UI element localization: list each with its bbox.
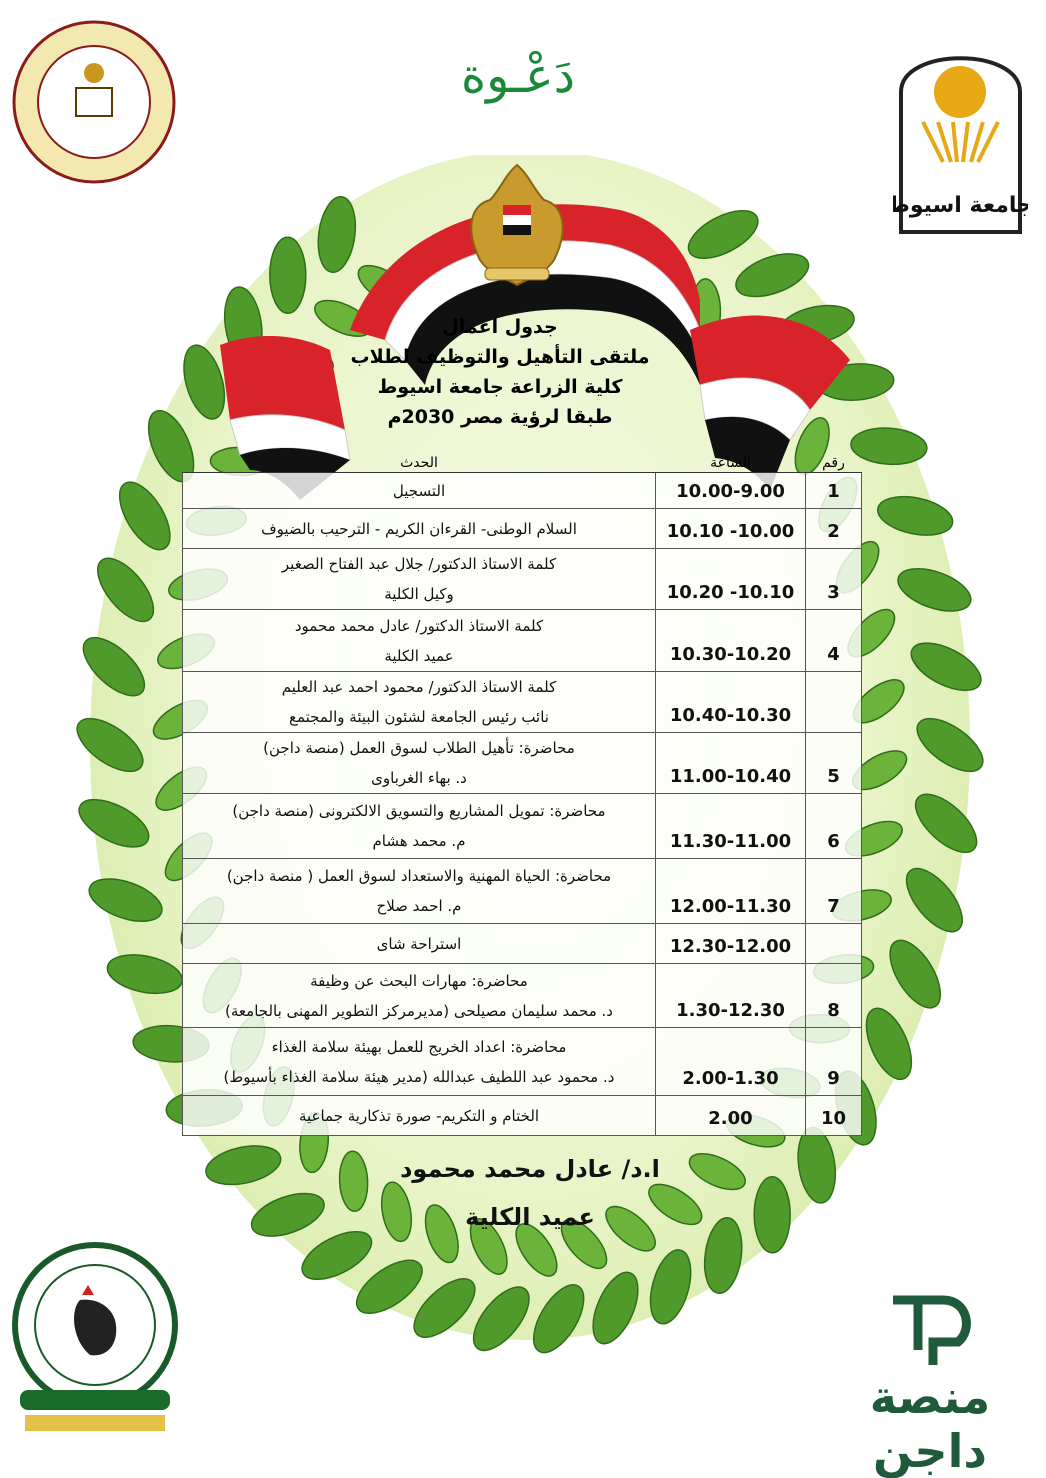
assiut-univ-text: جامعة اسيوط bbox=[893, 193, 1028, 218]
row-number: 10 bbox=[806, 1096, 862, 1136]
laurel-leaf bbox=[110, 474, 180, 558]
title-line-3: كلية الزراعة جامعة اسيوط bbox=[377, 376, 623, 398]
dajin-logo-icon bbox=[888, 1290, 978, 1370]
laurel-leaf bbox=[584, 1266, 647, 1350]
laurel-leaf bbox=[314, 194, 360, 274]
table-row bbox=[183, 672, 862, 733]
laurel-leaf bbox=[880, 932, 950, 1016]
event-line: محاضرة: اعداد الخريج للعمل بهيئة سلامة الغذاء bbox=[271, 1037, 567, 1056]
event-line: عميد الكلية bbox=[384, 646, 454, 665]
row-event bbox=[183, 859, 656, 924]
header-num: رقم bbox=[806, 440, 862, 473]
laurel-leaf bbox=[754, 1177, 790, 1253]
laurel-leaf bbox=[893, 560, 977, 619]
laurel-leaf bbox=[84, 871, 168, 930]
event-line: التسجيل bbox=[392, 481, 446, 500]
row-number: 4 bbox=[806, 610, 862, 672]
row-event bbox=[183, 610, 656, 672]
laurel-leaf bbox=[681, 201, 765, 268]
title-line-2: ملتقى التأهيل والتوظيف لطلاب bbox=[350, 346, 650, 368]
row-number: 8 bbox=[806, 964, 862, 1028]
table-row bbox=[183, 794, 862, 859]
laurel-leaf bbox=[104, 949, 186, 999]
row-number: 3 bbox=[806, 549, 862, 610]
laurel-leaf bbox=[69, 708, 152, 781]
row-number bbox=[806, 924, 862, 964]
faculty-of-agriculture-logo bbox=[10, 18, 178, 186]
invitation-box bbox=[428, 30, 608, 155]
table-row bbox=[183, 1028, 862, 1096]
event-line: كلمة الاستاذ الدكتور/ محمود احمد عبد العليم bbox=[281, 678, 557, 696]
row-time: 10.20 -10.10 bbox=[656, 549, 806, 610]
eagle-emblem bbox=[471, 165, 562, 285]
row-event bbox=[183, 1096, 656, 1136]
schedule-table bbox=[182, 440, 862, 1136]
event-line: السلام الوطنى- القرءان الكريم - الترحيب بالضيوف bbox=[261, 519, 577, 538]
event-line: محاضرة: مهارات البحث عن وظيفة bbox=[310, 971, 528, 990]
laurel-leaf bbox=[857, 1002, 921, 1086]
row-event bbox=[183, 924, 656, 964]
laurel-leaf bbox=[794, 1125, 840, 1205]
row-number: 7 bbox=[806, 859, 862, 924]
header-time: الساعة bbox=[656, 440, 806, 473]
laurel-leaf bbox=[909, 708, 992, 781]
laurel-leaf bbox=[338, 1151, 369, 1212]
laurel-leaf bbox=[700, 1215, 746, 1295]
row-event bbox=[183, 733, 656, 794]
row-time: 12.00-11.30 bbox=[656, 859, 806, 924]
row-time: 11.30-11.00 bbox=[656, 794, 806, 859]
row-time: 2.00 bbox=[656, 1096, 806, 1136]
laurel-leaf bbox=[874, 491, 956, 541]
row-time: 10.10 -10.00 bbox=[656, 509, 806, 549]
table-row bbox=[183, 1096, 862, 1136]
row-time: 11.00-10.40 bbox=[656, 733, 806, 794]
laurel-leaf bbox=[72, 790, 156, 857]
event-line: استراحة شاى bbox=[376, 934, 462, 953]
row-event bbox=[183, 794, 656, 859]
laurel-leaf bbox=[74, 628, 154, 706]
table-row bbox=[183, 964, 862, 1028]
laurel-leaf bbox=[524, 1277, 594, 1361]
dean-role: عميد الكلية bbox=[465, 1203, 595, 1231]
table-row bbox=[183, 859, 862, 924]
laurel-leaf bbox=[896, 859, 972, 941]
title-line-4: طبقا لرؤية مصر 2030م bbox=[387, 406, 613, 428]
row-event bbox=[183, 549, 656, 610]
row-number: 2 bbox=[806, 509, 862, 549]
row-number bbox=[806, 672, 862, 733]
laurel-leaf bbox=[906, 784, 986, 862]
event-line: نائب رئيس الجامعة لشئون البيئة والمجتمع bbox=[289, 708, 549, 726]
event-line: محاضرة: تأهيل الطلاب لسوق العمل (منصة داجن) bbox=[263, 739, 575, 757]
title-line-1: جدول اعمال bbox=[442, 316, 558, 338]
event-line: كلمة الاستاذ الدكتور/ عادل محمد محمود bbox=[294, 616, 544, 635]
event-line: الختام و التكريم- صورة تذكارية جماعية bbox=[298, 1106, 540, 1125]
assiut-university-logo bbox=[893, 22, 1028, 237]
row-time: 10.30-10.20 bbox=[656, 610, 806, 672]
event-line: م. محمد هشام bbox=[372, 832, 466, 850]
laurel-leaf bbox=[295, 1222, 379, 1289]
table-row bbox=[183, 509, 862, 549]
event-line: م. احمد صلاح bbox=[376, 897, 462, 915]
table-row bbox=[183, 924, 862, 964]
poultry-ribbon bbox=[20, 1390, 170, 1410]
laurel-leaf bbox=[246, 1185, 330, 1245]
header-event: الحدث bbox=[183, 440, 656, 473]
table-row bbox=[183, 549, 862, 610]
table-header-row bbox=[183, 440, 862, 473]
event-line: وكيل الكلية bbox=[384, 585, 454, 603]
laurel-leaf bbox=[270, 237, 306, 313]
row-time: 12.30-12.00 bbox=[656, 924, 806, 964]
row-event bbox=[183, 509, 656, 549]
row-number: 1 bbox=[806, 473, 862, 509]
laurel-leaf bbox=[730, 245, 814, 305]
table-row bbox=[183, 733, 862, 794]
row-event bbox=[183, 964, 656, 1028]
laurel-leaf bbox=[202, 1140, 284, 1191]
laurel-leaf bbox=[904, 633, 988, 700]
row-event bbox=[183, 672, 656, 733]
poultry-department-logo bbox=[10, 1240, 180, 1435]
dean-name: ا.د/ عادل محمد محمود bbox=[400, 1155, 660, 1183]
event-line: محاضرة: تمويل المشاريع والتسويق الالكترونى (منصة داجن) bbox=[232, 802, 606, 820]
agenda-title bbox=[330, 312, 670, 432]
dean-signature bbox=[380, 1145, 680, 1241]
table-row bbox=[183, 610, 862, 672]
row-time: 1.30-12.30 bbox=[656, 964, 806, 1028]
row-number: 6 bbox=[806, 794, 862, 859]
dajin-brand-text: منصة داجن bbox=[869, 1370, 991, 1478]
laurel-leaf bbox=[88, 549, 164, 631]
laurel-leaf bbox=[684, 1146, 750, 1197]
invitation-title: دَعْـوة bbox=[460, 48, 576, 104]
row-time: 2.00-1.30 bbox=[656, 1028, 806, 1096]
event-line: د. بهاء الغرباوى bbox=[371, 769, 467, 787]
event-line: د. محمود عبد اللطيف عبدالله (مدير هيئة سلامة الغذاء بأسيوط) bbox=[223, 1067, 615, 1086]
row-number: 9 bbox=[806, 1028, 862, 1096]
row-number: 5 bbox=[806, 733, 862, 794]
event-line: كلمة الاستاذ الدكتور/ جلال عبد الفتاح الصغير bbox=[281, 555, 557, 573]
row-time: 10.40-10.30 bbox=[656, 672, 806, 733]
row-event bbox=[183, 1028, 656, 1096]
table-row bbox=[183, 473, 862, 509]
event-line: محاضرة: الحياة المهنية والاستعداد لسوق العمل ( منصة داجن) bbox=[226, 867, 612, 885]
event-line: د. محمد سليمان مصيلحى (مديرمركز التطوير المهنى بالجامعة) bbox=[225, 1001, 613, 1020]
laurel-leaf bbox=[643, 1245, 698, 1328]
row-time: 10.00-9.00 bbox=[656, 473, 806, 509]
row-event bbox=[183, 473, 656, 509]
